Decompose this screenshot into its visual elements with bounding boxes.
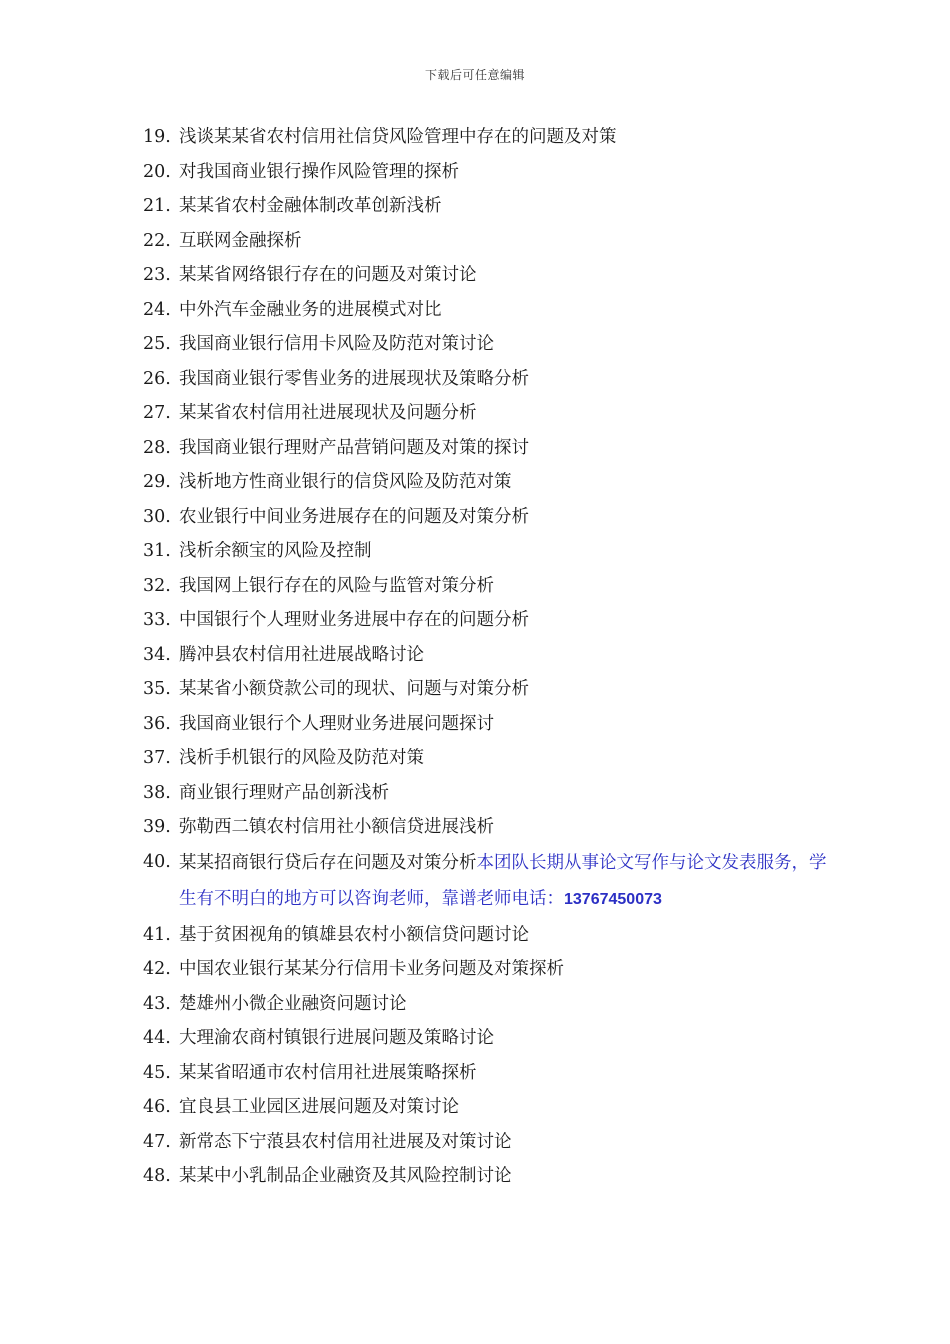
list-item xyxy=(143,120,843,155)
item-number: 42. xyxy=(143,959,171,979)
item-number: 28. xyxy=(143,437,171,458)
list-item-with-ad xyxy=(143,845,843,918)
list-item xyxy=(143,327,843,362)
list-item xyxy=(143,534,843,569)
item-number: 46. xyxy=(143,1097,171,1117)
list-item xyxy=(143,638,843,673)
list-item xyxy=(143,431,843,466)
item-title: 浅析手机银行的风险及防范对策 xyxy=(179,748,424,768)
list-item xyxy=(143,465,843,500)
item-number: 34. xyxy=(143,644,171,665)
item-number: 19. xyxy=(143,127,171,147)
item-number: 24. xyxy=(143,299,171,320)
list-item xyxy=(143,189,843,224)
item-number: 23. xyxy=(143,265,171,285)
list-item xyxy=(143,776,843,811)
list-item xyxy=(143,500,843,535)
item-title: 某某省小额贷款公司的现状、问题与对策分析 xyxy=(179,679,529,699)
item-number: 45. xyxy=(143,1062,171,1083)
list-item xyxy=(143,396,843,431)
ad-text: 本团队长期从事论文写作与论文发表服务，学生有不明白的地方可以咨询老师，靠谱老师电话： xyxy=(179,852,827,909)
item-number: 30. xyxy=(143,506,171,527)
item-title: 腾冲县农村信用社进展战略讨论 xyxy=(179,644,424,665)
list-item xyxy=(143,1090,843,1125)
list-item xyxy=(143,1125,843,1160)
item-number: 48. xyxy=(143,1166,171,1186)
list-item xyxy=(143,952,843,987)
item-title: 互联网金融探析 xyxy=(179,230,302,251)
item-title: 某某省农村金融体制改革创新浅析 xyxy=(179,196,442,216)
list-item xyxy=(143,1056,843,1091)
item-title: 中国农业银行某某分行信用卡业务问题及对策探析 xyxy=(179,959,564,979)
list-item xyxy=(143,1021,843,1056)
item-title: 某某招商银行贷后存在问题及对策分析 xyxy=(179,852,477,873)
item-number: 29. xyxy=(143,472,171,492)
list-item xyxy=(143,918,843,953)
item-title: 新常态下宁蒗县农村信用社进展及对策讨论 xyxy=(179,1131,512,1152)
item-number: 25. xyxy=(143,334,171,354)
list-item xyxy=(143,362,843,397)
item-title: 农业银行中间业务进展存在的问题及对策分析 xyxy=(179,506,529,527)
list-item xyxy=(143,569,843,604)
item-number: 22. xyxy=(143,230,171,251)
item-title: 浅谈某某省农村信用社信贷风险管理中存在的问题及对策 xyxy=(179,127,617,147)
list-item xyxy=(143,258,843,293)
item-title: 浅析地方性商业银行的信贷风险及防范对策 xyxy=(179,472,512,492)
item-title: 宜良县工业园区进展问题及对策讨论 xyxy=(179,1097,459,1117)
item-title: 中外汽车金融业务的进展模式对比 xyxy=(179,299,442,320)
item-title: 我国网上银行存在的风险与监管对策分析 xyxy=(179,575,494,596)
item-title: 我国商业银行零售业务的进展现状及策略分析 xyxy=(179,368,529,389)
item-title: 我国商业银行信用卡风险及防范对策讨论 xyxy=(179,334,494,354)
item-title: 某某中小乳制品企业融资及其风险控制讨论 xyxy=(179,1166,512,1186)
item-number: 37. xyxy=(143,748,171,768)
item-number: 40. xyxy=(143,851,171,872)
item-title: 大理渝农商村镇银行进展问题及策略讨论 xyxy=(179,1028,494,1048)
item-title: 某某省网络银行存在的问题及对策讨论 xyxy=(179,265,477,285)
item-title: 某某省昭通市农村信用社进展策略探析 xyxy=(179,1062,477,1083)
item-title: 对我国商业银行操作风险管理的探析 xyxy=(179,161,459,182)
item-title: 弥勒西二镇农村信用社小额信贷进展浅析 xyxy=(179,817,494,837)
item-title: 中国银行个人理财业务进展中存在的问题分析 xyxy=(179,610,529,630)
list-item xyxy=(143,293,843,328)
item-title: 商业银行理财产品创新浅析 xyxy=(179,782,389,803)
item-number: 43. xyxy=(143,993,171,1014)
item-number: 27. xyxy=(143,403,171,423)
ad-phone-number: 13767450073 xyxy=(564,890,662,908)
item-number: 35. xyxy=(143,679,171,699)
list-item xyxy=(143,1159,843,1194)
list-item xyxy=(143,603,843,638)
item-title: 我国商业银行个人理财业务进展问题探讨 xyxy=(179,713,494,734)
item-number: 44. xyxy=(143,1028,171,1048)
item-title: 我国商业银行理财产品营销问题及对策的探讨 xyxy=(179,437,529,458)
topic-list xyxy=(143,120,843,1194)
item-title: 某某省农村信用社进展现状及问题分析 xyxy=(179,403,477,423)
list-item xyxy=(143,741,843,776)
item-number: 33. xyxy=(143,610,171,630)
list-item xyxy=(143,810,843,845)
item-number: 41. xyxy=(143,924,171,945)
item-number: 20. xyxy=(143,161,171,182)
list-item xyxy=(143,224,843,259)
item-number: 36. xyxy=(143,713,171,734)
item-number: 32. xyxy=(143,575,171,596)
item-title: 楚雄州小微企业融资问题讨论 xyxy=(179,993,407,1014)
list-item xyxy=(143,672,843,707)
item-number: 21. xyxy=(143,196,171,216)
item-title-with-ad xyxy=(179,845,843,918)
page-header: 下载后可任意编辑 xyxy=(424,68,525,82)
item-number: 31. xyxy=(143,541,171,561)
list-item xyxy=(143,707,843,742)
item-title: 基于贫困视角的镇雄县农村小额信贷问题讨论 xyxy=(179,924,529,945)
item-number: 39. xyxy=(143,817,171,837)
item-number: 47. xyxy=(143,1131,171,1152)
list-item xyxy=(143,987,843,1022)
item-number: 38. xyxy=(143,782,171,803)
item-title: 浅析余额宝的风险及控制 xyxy=(179,541,372,561)
item-number: 26. xyxy=(143,368,171,389)
list-item xyxy=(143,155,843,190)
